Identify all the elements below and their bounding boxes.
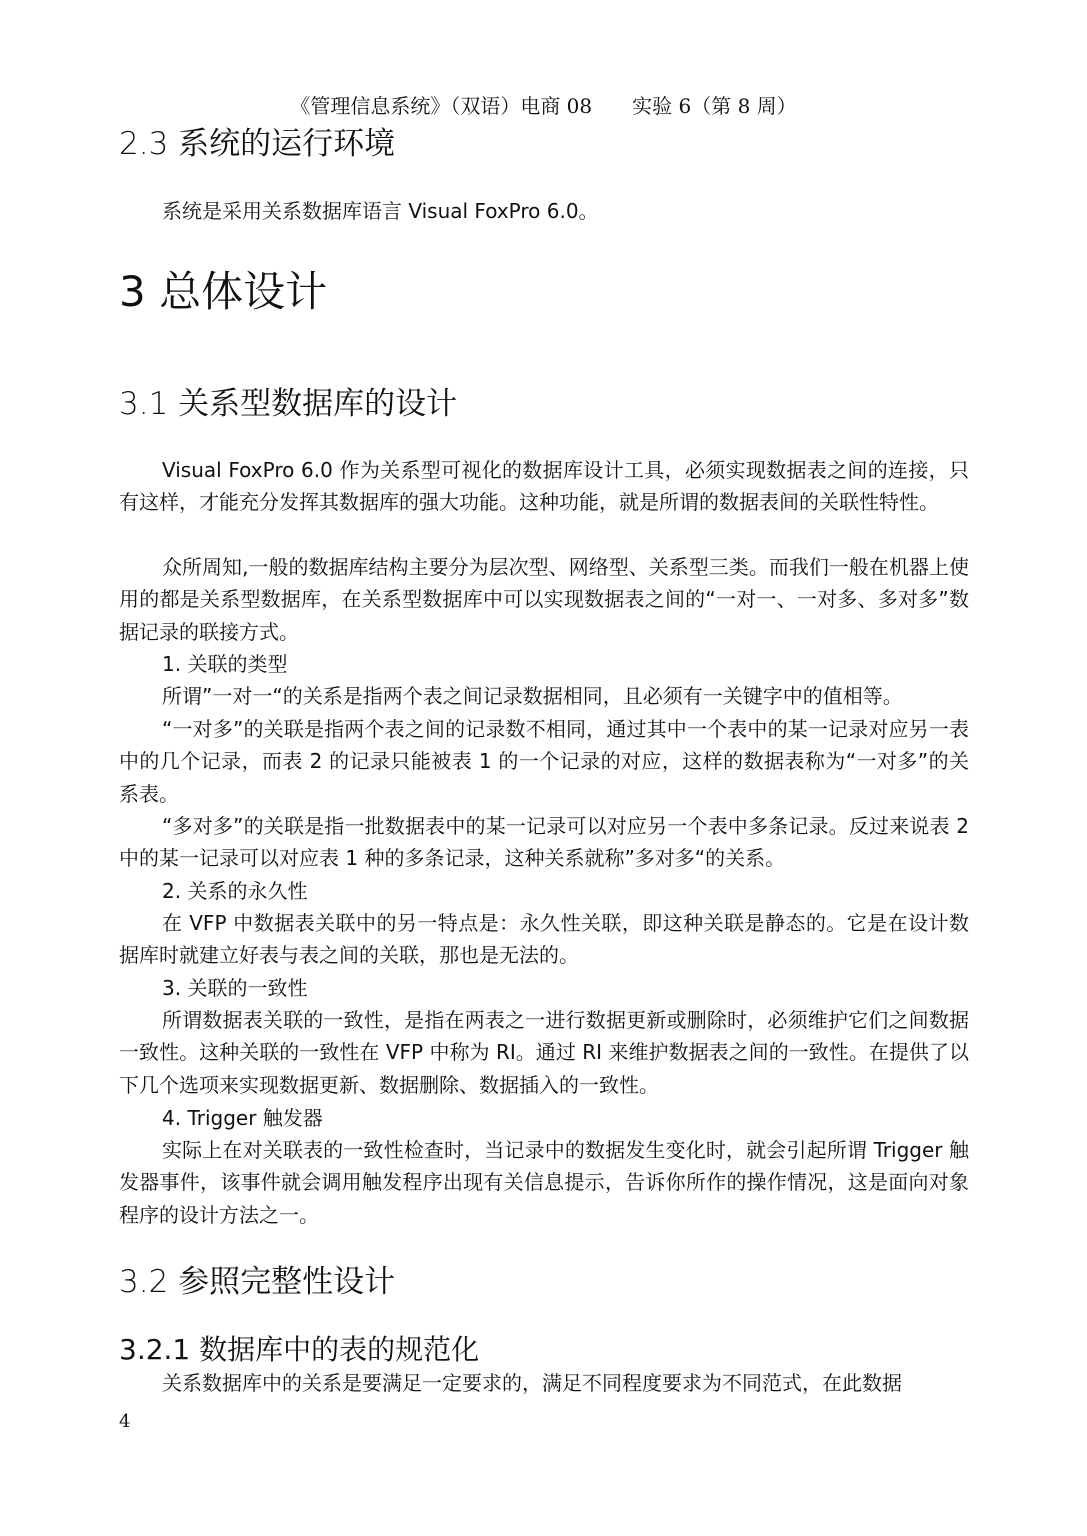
list-heading: 3. 关联的一致性	[162, 976, 308, 1000]
paragraph: 众所周知,一般的数据库结构主要分为层次型、网络型、关系型三类。而我们一般在机器上使用的都是关系型数据库，在关系型数据库中可以实现数据表之间的“一对一、一对多、多对多”数据记录的联接方式。	[119, 555, 969, 644]
section-3-2-1-heading: 3.2.1 数据库中的表的规范化	[119, 1333, 480, 1366]
section-3-2-heading: 3.2 参照完整性设计	[119, 1264, 396, 1300]
list-heading: 2. 关系的永久性	[162, 879, 308, 903]
chapter-3-heading: 3 总体设计	[119, 267, 328, 316]
paragraph: 所谓”一对一“的关系是指两个表之间记录数据相同，且必须有一关键字中的值相等。	[162, 684, 903, 708]
header-experiment-label: 实验 6（第 8 周）	[632, 94, 797, 118]
paragraph: Visual FoxPro 6.0 作为关系型可视化的数据库设计工具，必须实现数据表之间的连接，只有这样，才能充分发挥其数据库的强大功能。这种功能，就是所谓的数据表间的关联性特性。	[119, 458, 969, 515]
running-header	[0, 92, 1087, 120]
list-heading: 1. 关联的类型	[162, 652, 288, 676]
paragraph: 在 VFP 中数据表关联中的另一特点是：永久性关联，即这种关联是静态的。它是在设计数据库时就建立好表与表之间的关联，那也是无法的。	[119, 911, 969, 968]
page-number: 4	[119, 1411, 131, 1432]
section-2-3-body: 系统是采用关系数据库语言 Visual FoxPro 6.0。	[162, 199, 599, 223]
section-2-3-heading: 2.3 系统的运行环境	[119, 126, 396, 162]
paragraph: 所谓数据表关联的一致性，是指在两表之一进行数据更新或删除时，必须维护它们之间数据一致性。这种关联的一致性在 VFP 中称为 RI。通过 RI 来维护数据表之间的一致性。在提供了以下几个选项来实现数据更新、数据删除、数据插入的一致性。	[119, 1008, 969, 1097]
paragraph: 实际上在对关联表的一致性检查时，当记录中的数据发生变化时，就会引起所谓 Trigger 触发器事件，该事件就会调用触发程序出现有关信息提示，告诉你所作的操作情况，这是面向对象程序的设计方法之一。	[119, 1138, 969, 1227]
header-course-title: 《管理信息系统》（双语）电商 08	[290, 94, 593, 118]
section-3-1-heading: 3.1 关系型数据库的设计	[119, 386, 458, 422]
section-3-2-1-body: 关系数据库中的关系是要满足一定要求的，满足不同程度要求为不同范式，在此数据	[162, 1371, 902, 1395]
list-heading: 4. Trigger 触发器	[162, 1106, 323, 1130]
paragraph: “多对多”的关联是指一批数据表中的某一记录可以对应另一个表中多条记录。反过来说表 2 中的某一记录可以对应表 1 种的多条记录，这种关系就称”多对多“的关系。	[119, 814, 969, 871]
paragraph: “一对多”的关联是指两个表之间的记录数不相同，通过其中一个表中的某一记录对应另一表中的几个记录，而表 2 的记录只能被表 1 的一个记录的对应，这样的数据表称为“一对多”的关系表。	[119, 717, 969, 806]
